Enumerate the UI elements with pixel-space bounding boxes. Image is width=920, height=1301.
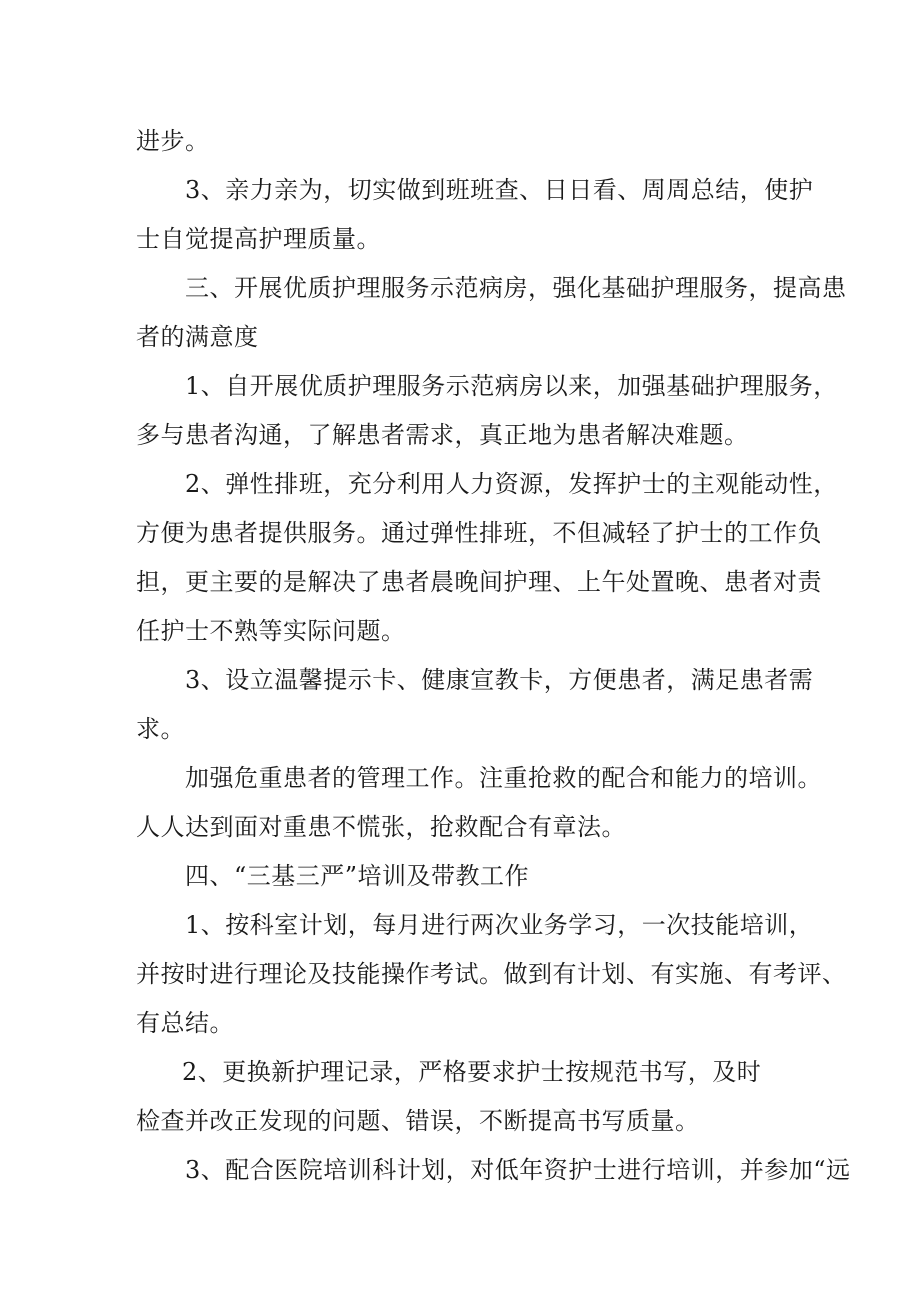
section-heading: 四、“三基三严”培训及带教工作	[185, 862, 530, 890]
text-line: 求。	[136, 715, 185, 743]
text-line: 3、设立温馨提示卡、健康宣教卡，方便患者，满足患者需	[185, 666, 814, 694]
text-line: 3、亲力亲为，切实做到班班查、日日看、周周总结，使护	[185, 176, 814, 204]
text-line: 方便为患者提供服务。通过弹性排班，不但减轻了护士的工作负	[136, 519, 822, 547]
text-line: 检查并改正发现的问题、错误，不断提高书写质量。	[136, 1107, 700, 1135]
text-line: 士自觉提高护理质量。	[136, 225, 381, 253]
text-line: 人人达到面对重患不慌张，抢救配合有章法。	[136, 813, 626, 841]
text-line: 1、自开展优质护理服务示范病房以来，加强基础护理服务，	[185, 372, 838, 400]
text-line: 任护士不熟等实际问题。	[136, 617, 406, 645]
text-line: 多与患者沟通，了解患者需求，真正地为患者解决难题。	[136, 421, 749, 449]
text-line: 加强危重患者的管理工作。注重抢救的配合和能力的培训。	[185, 764, 822, 792]
text-line: 有总结。	[136, 1009, 234, 1037]
text-line: 担，更主要的是解决了患者晨晚间护理、上午处置晚、患者对责	[136, 568, 822, 596]
text-line: 1、按科室计划，每月进行两次业务学习，一次技能培训，	[185, 911, 814, 939]
text-line: 2、弹性排班，充分利用人力资源，发挥护士的主观能动性，	[185, 470, 838, 498]
section-heading: 者的满意度	[136, 323, 259, 351]
text-line: 3、配合医院培训科计划，对低年资护士进行培训，并参加“远	[185, 1156, 851, 1184]
section-heading: 三、开展优质护理服务示范病房，强化基础护理服务，提高患	[185, 274, 847, 302]
text-line: 并按时进行理论及技能操作考试。做到有计划、有实施、有考评、	[136, 960, 847, 988]
text-line: 2、更换新护理记录，严格要求护士按规范书写，及时	[182, 1058, 762, 1086]
text-line: 进步。	[136, 127, 210, 155]
